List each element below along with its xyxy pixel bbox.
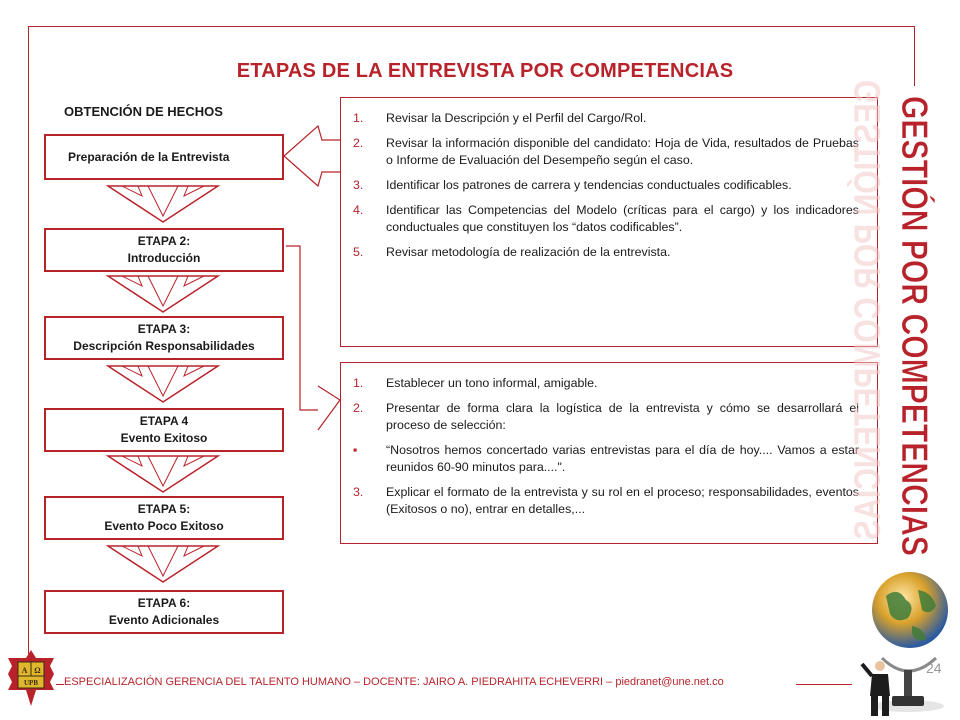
stage-label: Evento Exitoso	[120, 431, 208, 445]
item-text: Identificar los patrones de carrera y tendencias conductuales codificables.	[386, 178, 792, 192]
list-item	[353, 177, 859, 194]
panel-introduccion	[340, 362, 878, 544]
item-number: 5.	[353, 245, 364, 259]
list-item	[353, 400, 859, 434]
stage-3	[44, 316, 284, 360]
page-number: 24	[926, 660, 942, 676]
stage-number: ETAPA 2:	[137, 234, 191, 248]
side-title	[847, 80, 948, 662]
logo-omega: Ω	[34, 666, 41, 675]
frame-top-line	[28, 26, 914, 27]
stage-label: Introducción	[127, 251, 201, 265]
stage-label: Preparación de la Entrevista	[68, 149, 230, 164]
item-number: 4.	[353, 203, 364, 217]
stage-label: Evento Poco Exitoso	[104, 519, 224, 533]
section-subtitle: OBTENCIÓN DE HECHOS	[64, 104, 223, 119]
down-arrow-icon	[98, 364, 228, 404]
item-text: “Nosotros hemos concertado varias entrevistas para el día de hoy.... Vamos a estar reunidos 60-90 minutos para....".	[386, 443, 859, 474]
frame-left-line	[28, 26, 29, 654]
item-text: Revisar la información disponible del candidato: Hoja de Vida, resultados de Pruebas o Informe de Evaluación del Desempeño según el caso.	[386, 136, 859, 167]
stage-6	[44, 590, 284, 634]
list-item	[353, 484, 859, 518]
stage-label: Descripción Responsabilidades	[73, 339, 255, 353]
item-number: 3.	[353, 178, 364, 192]
item-text: Identificar las Competencias del Modelo (críticas para el cargo) y los indicadores conductuales que constituyen los “datos codificables”.	[386, 203, 859, 234]
steps-list	[341, 98, 877, 261]
list-item	[353, 135, 859, 169]
item-text: Revisar la Descripción y el Perfil del Cargo/Rol.	[386, 111, 647, 125]
connector-lines	[284, 100, 344, 440]
university-shield-icon	[6, 648, 56, 708]
list-item	[353, 244, 859, 261]
stage-4	[44, 408, 284, 452]
item-number: 3.	[353, 485, 364, 499]
item-number: 1.	[353, 376, 364, 390]
frame-right-line	[914, 26, 915, 86]
stage-2	[44, 228, 284, 272]
list-item	[353, 375, 859, 392]
item-number: 1.	[353, 111, 364, 125]
down-arrow-icon	[98, 544, 228, 584]
item-text: Explicar el formato de la entrevista y su rol en el proceso; responsabilidades, eventos (Exitosos o no), entrar en detalles,...	[386, 485, 859, 516]
bullet-icon: ▪	[353, 443, 358, 457]
down-arrow-icon	[98, 274, 228, 314]
item-text: Establecer un tono informal, amigable.	[386, 376, 598, 390]
stage-number: ETAPA 4	[139, 414, 189, 428]
steps-list	[341, 363, 877, 518]
footer-line-left	[56, 684, 64, 685]
down-arrow-icon	[98, 454, 228, 494]
down-arrow-icon	[98, 184, 228, 224]
list-item	[353, 442, 859, 476]
stage-label: Evento Adicionales	[108, 613, 220, 627]
panel-preparacion	[340, 97, 878, 347]
stage-number: ETAPA 5:	[137, 502, 191, 516]
logo-upb: UPB	[24, 679, 38, 687]
stage-preparacion	[44, 134, 284, 180]
page-title: ETAPAS DE LA ENTREVISTA POR COMPETENCIAS	[236, 60, 734, 82]
item-number: 2.	[353, 136, 364, 150]
side-title-text: GESTIÓN POR COMPETENCIAS	[894, 96, 935, 662]
list-item	[353, 110, 859, 127]
stage-5	[44, 496, 284, 540]
stage-number: ETAPA 3:	[137, 322, 191, 336]
logo-alpha: A	[21, 666, 28, 675]
stage-number: ETAPA 6:	[137, 596, 191, 610]
item-text: Presentar de forma clara la logística de la entrevista y cómo se desarrollará el proceso de selección:	[386, 401, 859, 432]
businessman-pointing-icon	[860, 658, 900, 718]
footer-line-right	[796, 684, 852, 685]
side-title-reflection: GESTIÓN POR COMPETENCIAS	[847, 80, 888, 646]
footer-text: ESPECIALIZACIÓN GERENCIA DEL TALENTO HUMANO – DOCENTE: JAIRO A. PIEDRAHITA ECHEVERRI – piedranet@une.net.co	[64, 676, 724, 688]
list-item	[353, 202, 859, 236]
item-number: 2.	[353, 401, 364, 415]
item-text: Revisar metodología de realización de la entrevista.	[386, 245, 671, 259]
